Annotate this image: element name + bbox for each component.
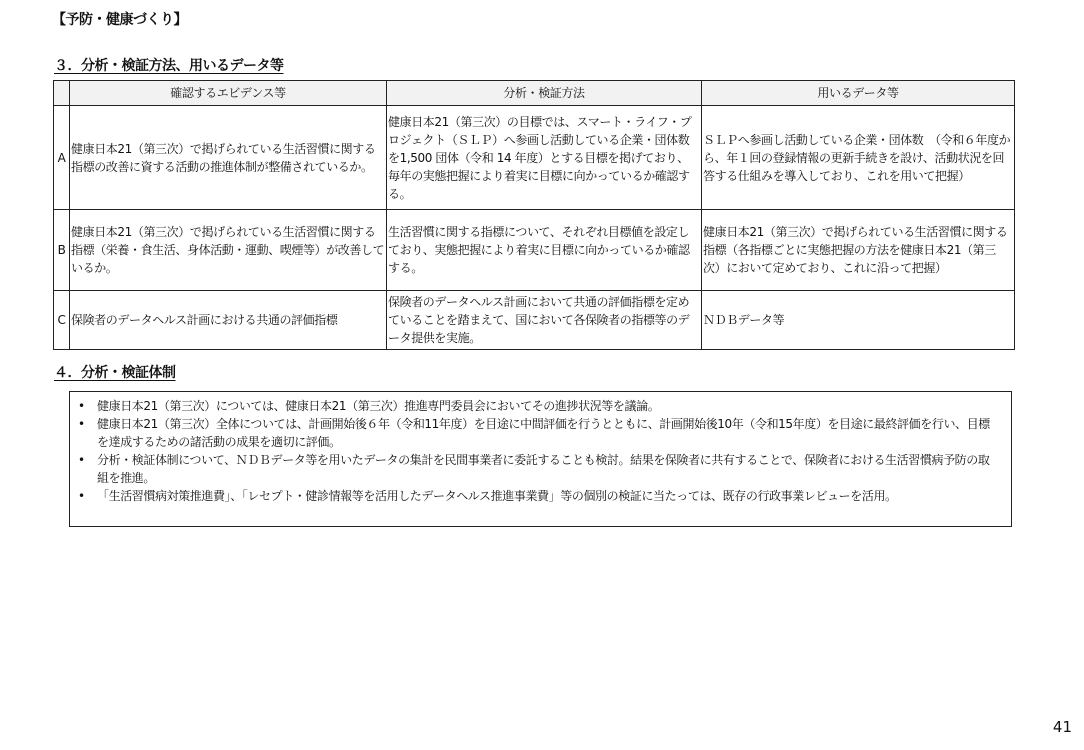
column-header-data: 用いるデータ等 — [702, 81, 1015, 106]
bullet-icon: • — [78, 417, 85, 431]
list-item — [78, 397, 1001, 415]
row-label: A — [54, 106, 70, 210]
bullet-icon: • — [78, 453, 85, 467]
table-row — [54, 291, 1015, 350]
evidence-cell: 健康日本21（第三次）で掲げられている生活習慣に関する指標の改善に資する活動の推進体制が整備されているか。 — [70, 106, 387, 210]
bullet-icon: • — [78, 399, 85, 413]
method-cell: 生活習慣に関する指標について、それぞれ目標値を設定しており、実態把握により着実に目標に向かっているか確認する。 — [387, 210, 702, 291]
bullet-text: 分析・検証体制について、ＮＤＢデータ等を用いたデータの集計を民間事業者に委託することも検討。結果を保険者に共有することで、保険者における生活習慣病予防の取組を推進。 — [97, 453, 990, 485]
row-label: C — [54, 291, 70, 350]
list-item — [78, 451, 1001, 487]
page-number: 41 — [1052, 718, 1072, 736]
bullet-text: 「生活習慣病対策推進費」、「レセプト・健診情報等を活用したデータヘルス推進事業費」等の個別の検証に当たっては、既存の行政事業レビューを活用。 — [97, 489, 897, 503]
table-row — [54, 210, 1015, 291]
column-header-method: 分析・検証方法 — [387, 81, 702, 106]
evidence-cell: 健康日本21（第三次）で掲げられている生活習慣に関する指標（栄養・食生活、身体活動・運動、喫煙等）が改善しているか。 — [70, 210, 387, 291]
table-header-row — [54, 81, 1015, 106]
data-cell: ＳＬＰへ参画し活動している企業・団体数 （令和６年度から、年１回の登録情報の更新手続きを設け、活動状況を回答する仕組みを導入しており、これを用いて把握） — [702, 106, 1015, 210]
method-cell: 健康日本21（第三次）の目標では、スマート・ライフ・プロジェクト（ＳＬＰ）へ参画し活動している企業・団体数を1,500 団体（令和 14 年度）とする目標を掲げており、毎年の実態把握により着実に目標に向かっているか確認する。 — [387, 106, 702, 210]
bullet-list — [78, 397, 1001, 505]
method-cell: 保険者のデータヘルス計画において共通の評価指標を定めていることを踏まえて、国において各保険者の指標等のデータ提供を実施。 — [387, 291, 702, 350]
evidence-cell: 保険者のデータヘルス計画における共通の評価指標 — [70, 291, 387, 350]
bullet-text: 健康日本21（第三次）については、健康日本21（第三次）推進専門委員会においてその進捗状況等を議論。 — [97, 399, 660, 413]
section-4-heading: ４．分析・検証体制 — [54, 365, 176, 381]
column-header-label — [54, 81, 70, 106]
column-header-evidence: 確認するエビデンス等 — [70, 81, 387, 106]
section-3-heading: ３．分析・検証方法、用いるデータ等 — [54, 58, 284, 74]
row-label: B — [54, 210, 70, 291]
evidence-table — [53, 80, 1015, 350]
list-item — [78, 487, 1001, 505]
table-row — [54, 106, 1015, 210]
analysis-structure-box — [69, 391, 1012, 527]
bullet-text: 健康日本21（第三次）全体については、計画開始後６年（令和11年度）を目途に中間評価を行うとともに、計画開始後10年（令和15年度）を目途に最終評価を行い、目標を達成するための諸活動の成果を適切に評価。 — [97, 417, 990, 449]
page-header: 【予防・健康づくり】 — [52, 12, 187, 28]
data-cell: 健康日本21（第三次）で掲げられている生活習慣に関する指標（各指標ごとに実態把握の方法を健康日本21（第三次）において定めており、これに沿って把握） — [702, 210, 1015, 291]
bullet-icon: • — [78, 489, 85, 503]
data-cell: ＮＤＢデータ等 — [702, 291, 1015, 350]
list-item — [78, 415, 1001, 451]
